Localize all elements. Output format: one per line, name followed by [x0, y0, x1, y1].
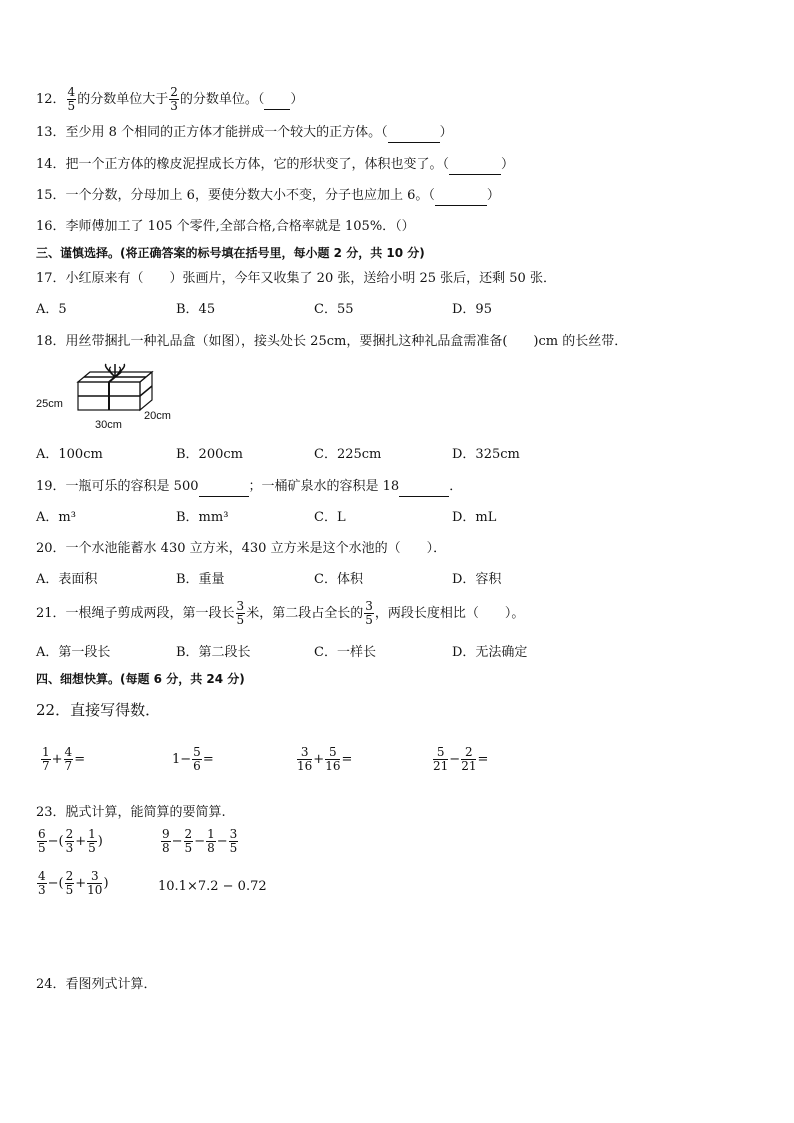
answer-blank[interactable] [435, 187, 487, 206]
question-24: 24．看图列式计算． [36, 977, 157, 992]
expression-1: $\frac{1}{7}$ + $\frac{4}{7}$ = [42, 745, 86, 773]
question-14: 14．把一个正方体的橡皮泥捏成长方体，它的形状变了，体积也变了。（ ） [36, 156, 514, 175]
box-width-label: 20cm [144, 410, 171, 422]
fraction: $\frac{2}{3}$ [170, 85, 178, 113]
expression-3: $\frac{3}{16}$ + $\frac{5}{16}$ = [297, 745, 353, 773]
expression-4: 10.1×7.2 − 0.72 [158, 879, 267, 894]
option-d[interactable]: D．无法确定 [452, 645, 528, 660]
section-3-heading: 三、谨慎选择。(将正确答案的标号填在括号里，每小题 2 分，共 10 分) [36, 246, 425, 260]
question-16: 16．李师傅加工了 105 个零件,全部合格,合格率就是 105%．（） [36, 219, 415, 234]
question-23: 23．脱式计算，能简算的要简算. [36, 805, 226, 820]
option-a[interactable]: A．m³ [36, 510, 76, 525]
question-17: 17．小红原来有（ ）张画片，今年又收集了 20 张，送给小明 25 张后，还剩 50 张． [36, 271, 556, 286]
option-d[interactable]: D．325cm [452, 447, 520, 462]
fraction: $\frac{3}{5}$ [365, 599, 373, 627]
question-18: 18．用丝带捆扎一种礼品盒（如图），接头处长 25cm，要捆扎这种礼品盒需准备( )cm 的长丝带． [36, 334, 628, 349]
option-d[interactable]: D．95 [452, 302, 492, 317]
option-c[interactable]: C．体积 [314, 572, 363, 587]
gift-box-figure [36, 362, 196, 434]
box-height-label: 25cm [36, 398, 63, 410]
option-c[interactable]: C．225cm [314, 447, 382, 462]
question-21: 21．一根绳子剪成两段，第一段长 $\frac{3}{5}$ 米，第二段占全长的 $\frac{3}{5}$ ，两段长度相比（ ）。 [36, 599, 525, 627]
question-19: 19．一瓶可乐的容积是 500 ；一桶矿泉水的容积是 18 ． [36, 478, 462, 497]
answer-blank[interactable] [449, 156, 501, 175]
question-20: 20．一个水池能蓄水 430 立方米，430 立方米是这个水池的（ ）． [36, 541, 447, 556]
expression-1: $\frac{6}{5}$ −( $\frac{2}{3}$ + $\frac{1}{5}$ ) [38, 827, 103, 855]
option-b[interactable]: B．重量 [176, 572, 225, 587]
expression-2: 1− $\frac{5}{6}$ = [172, 745, 214, 773]
fraction: $\frac{4}{5}$ [67, 85, 76, 113]
question-22: 22．直接写得数． [36, 701, 161, 719]
question-number: 12． [36, 92, 66, 107]
option-c[interactable]: C．一样长 [314, 645, 376, 660]
option-c[interactable]: C．55 [314, 302, 354, 317]
question-13: 13．至少用 8 个相同的正方体才能拼成一个较大的正方体。（ ） [36, 124, 453, 143]
answer-blank[interactable] [264, 91, 290, 110]
answer-blank[interactable] [399, 478, 449, 497]
box-length-label: 30cm [95, 419, 122, 431]
question-12: 12． $\frac{4}{5}$ 的分数单位大于 $\frac{2}{3}$ 的分数单位。（ ） [36, 85, 304, 113]
option-b[interactable]: B．第二段长 [176, 645, 251, 660]
option-a[interactable]: A．100cm [36, 447, 103, 462]
option-a[interactable]: A．第一段长 [36, 645, 111, 660]
expression-3: $\frac{4}{3}$ −( $\frac{2}{5}$ + $\frac{3}{10}$ ) [38, 869, 109, 897]
option-c[interactable]: C．L [314, 510, 346, 525]
option-b[interactable]: B．mm³ [176, 510, 229, 525]
answer-blank[interactable] [388, 124, 440, 143]
section-4-heading: 四、细想快算。(每题 6 分，共 24 分) [36, 672, 245, 686]
option-d[interactable]: D．容积 [452, 572, 502, 587]
expression-2: $\frac{9}{8}$ − $\frac{2}{5}$ − $\frac{1}{8}$ − $\frac{3}{5}$ [162, 827, 238, 855]
fraction: $\frac{3}{5}$ [236, 599, 245, 627]
option-a[interactable]: A．5 [36, 302, 67, 317]
option-b[interactable]: B．200cm [176, 447, 243, 462]
answer-blank[interactable] [199, 478, 249, 497]
option-a[interactable]: A．表面积 [36, 572, 98, 587]
option-b[interactable]: B．45 [176, 302, 216, 317]
question-15: 15．一个分数，分母加上 6，要使分数大小不变，分子也应加上 6。（ ） [36, 187, 500, 206]
option-d[interactable]: D．mL [452, 510, 497, 525]
expression-4: $\frac{5}{21}$ − $\frac{2}{21}$ = [433, 745, 489, 773]
